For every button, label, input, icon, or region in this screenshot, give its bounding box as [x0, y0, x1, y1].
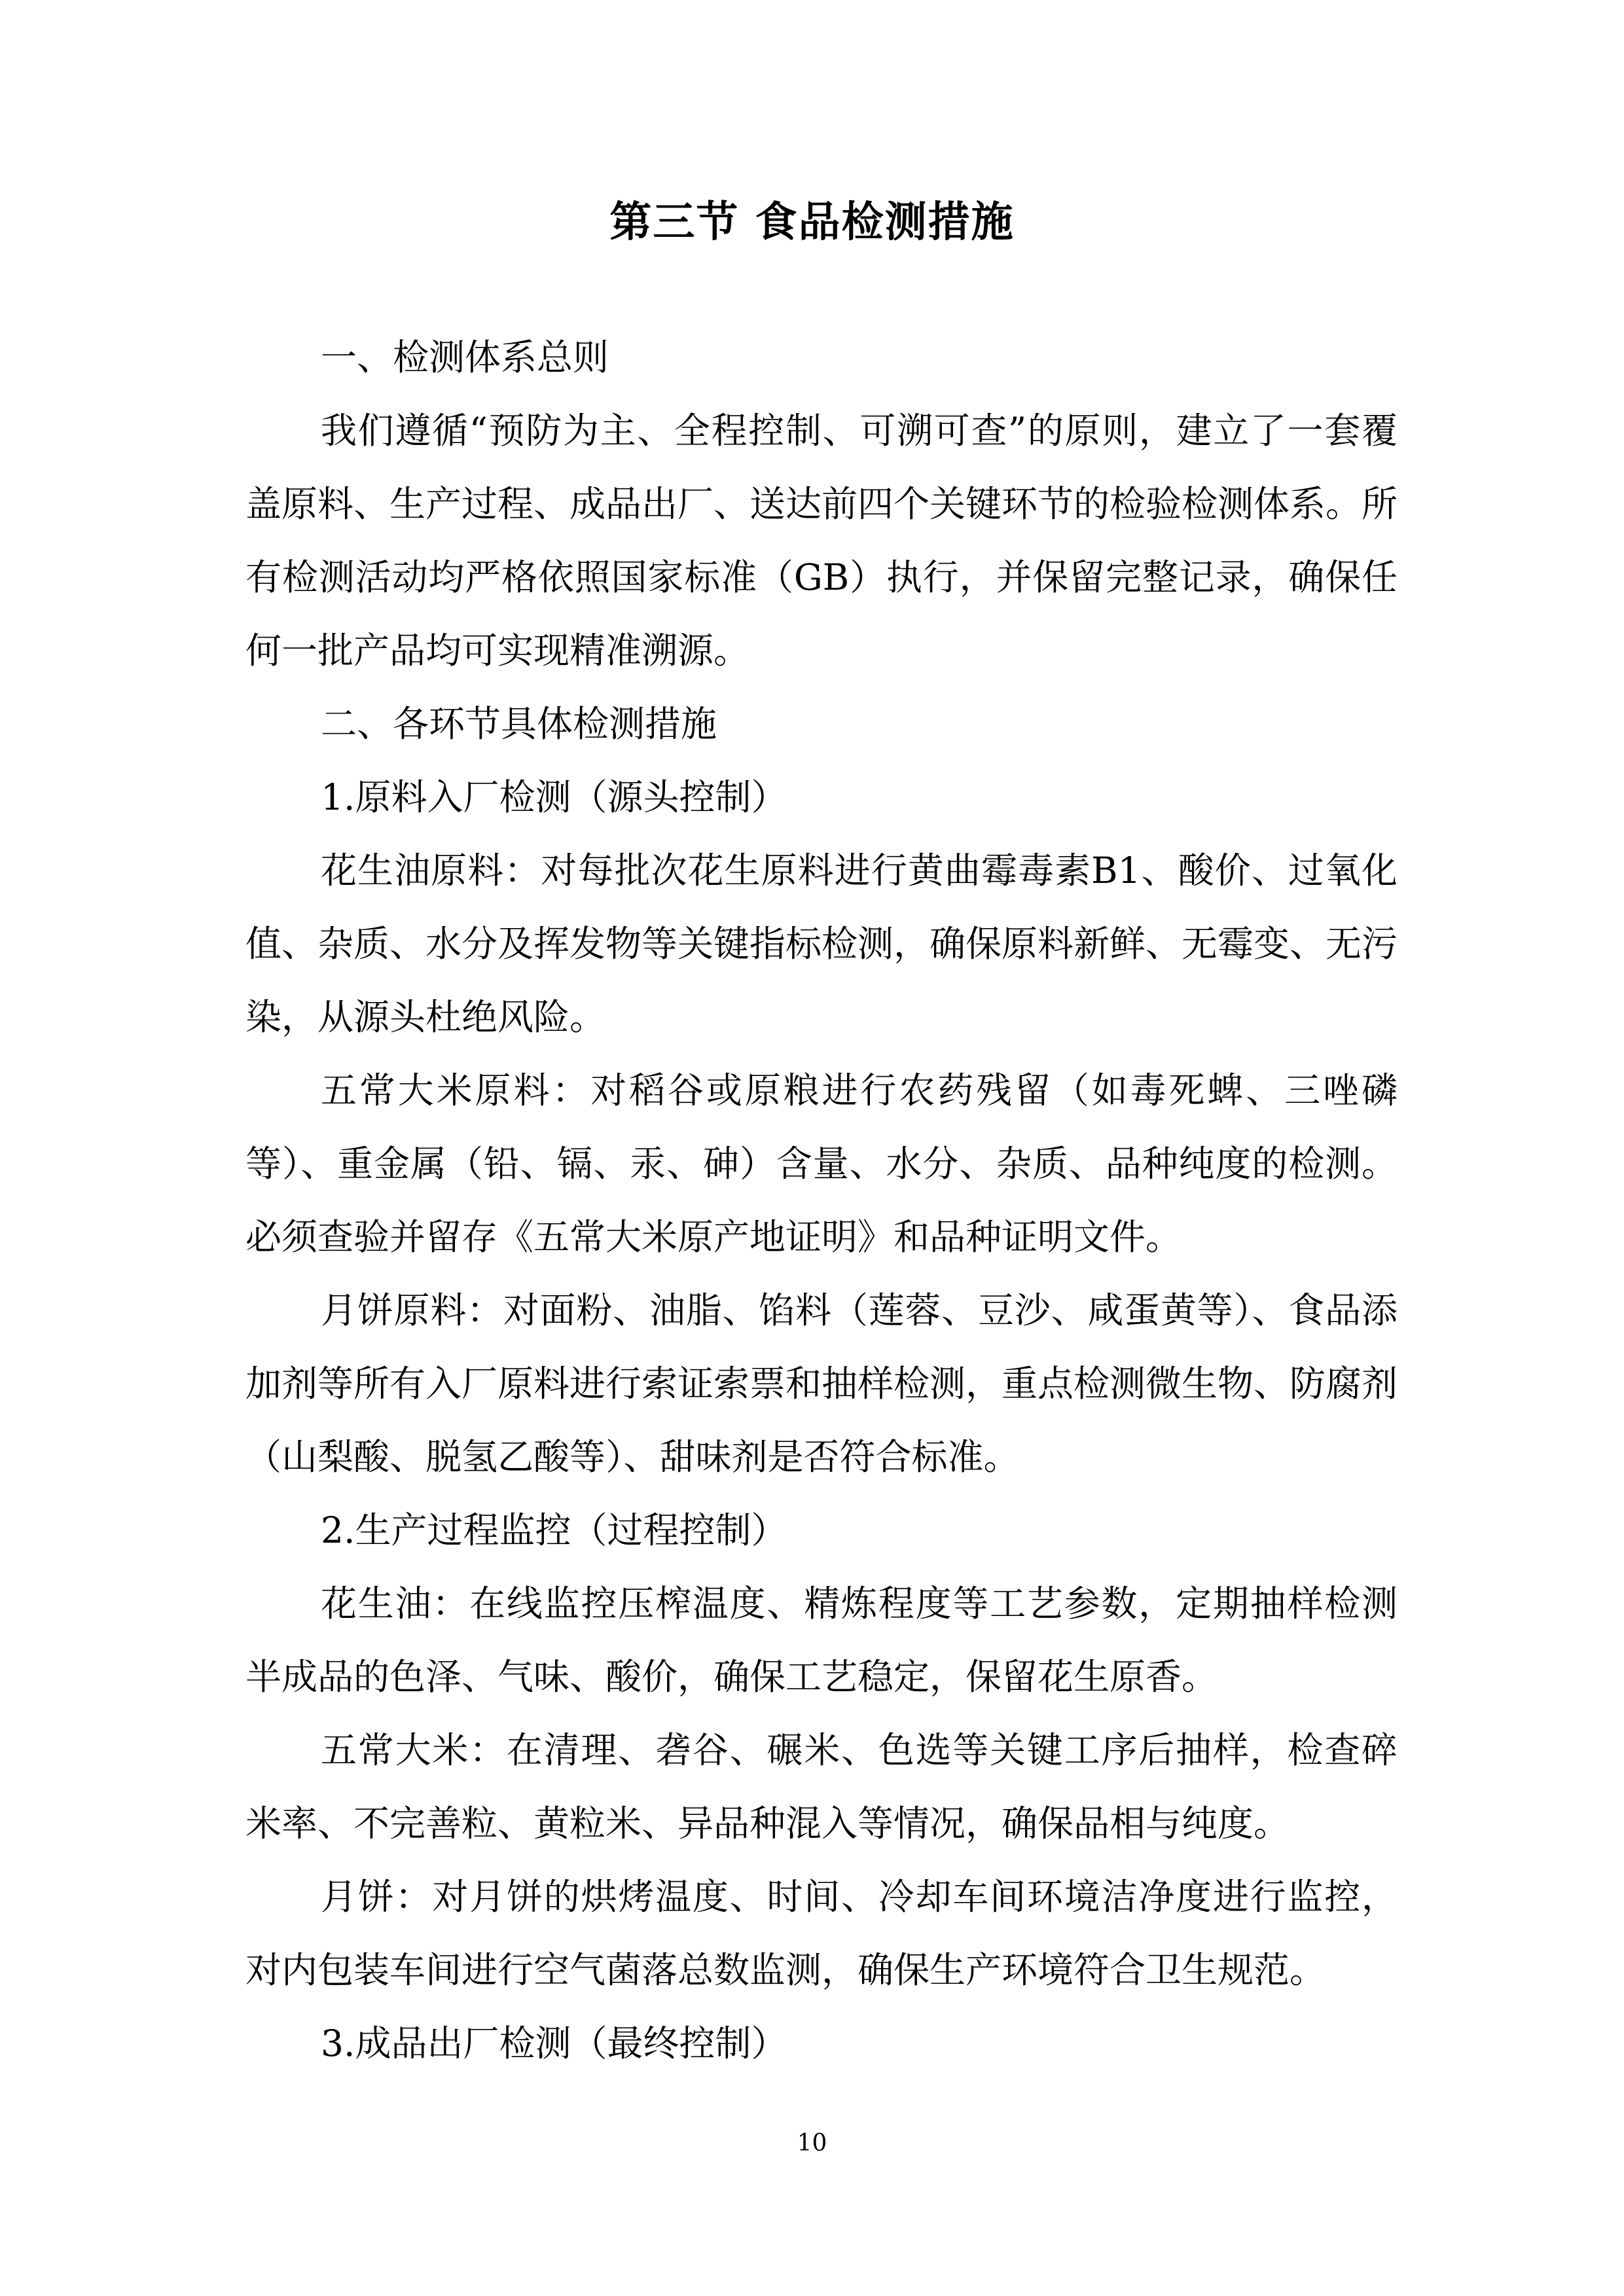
paragraph-mooncake-raw: 月饼原料：对面粉、油脂、馅料（莲蓉、豆沙、咸蛋黄等）、食品添加剂等所有入厂原料进行索证索票和抽样检测，重点检测微生物、防腐剂（山梨酸、脱氢乙酸等）、甜味剂是否符合标准。 [245, 1289, 1398, 1478]
paragraph-wuchang-rice-process: 五常大米：在清理、砻谷、碾米、色选等关键工序后抽样，检查碎米率、不完善粒、黄粒米、异品种混入等情况，确保品相与纯度。 [245, 1729, 1398, 1844]
page-number: 10 [797, 2130, 827, 2157]
section-title: 第三节 食品检测措施 [609, 198, 1015, 247]
heading-specific-measures: 二、各环节具体检测措施 [321, 703, 717, 745]
paragraph-peanut-oil-raw: 花生油原料：对每批次花生原料进行黄曲霉毒素B1、酸价、过氧化值、杂质、水分及挥发物等关键指标检测，确保原料新鲜、无霉变、无污染，从源头杜绝风险。 [245, 850, 1398, 1038]
paragraph-principles: 我们遵循“预防为主、全程控制、可溯可查”的原则，建立了一套覆盖原料、生产过程、成品出厂、送达前四个关键环节的检验检测体系。所有检测活动均严格依照国家标准（GB）执行，并保留完整记录，确保任何一批产品均可实现精准溯源。 [245, 410, 1398, 672]
paragraph-mooncake-process: 月饼：对月饼的烘烤温度、时间、冷却车间环境洁净度进行监控，对内包装车间进行空气菌落总数监测，确保生产环境符合卫生规范。 [245, 1876, 1398, 1991]
document-body [245, 321, 1398, 2080]
subheading-raw-material-inspection: 1.原料入厂检测（源头控制） [321, 776, 787, 818]
paragraph-peanut-oil-process: 花生油：在线监控压榨温度、精炼程度等工艺参数，定期抽样检测半成品的色泽、气味、酸价，确保工艺稳定，保留花生原香。 [245, 1583, 1398, 1698]
paragraph-wuchang-rice-raw: 五常大米原料：对稻谷或原粮进行农药残留（如毒死蜱、三唑磷等）、重金属（铅、镉、汞、砷）含量、水分、杂质、品种纯度的检测。必须查验并留存《五常大米原产地证明》和品种证明文件。 [245, 1069, 1398, 1258]
subheading-final-product-inspection: 3.成品出厂检测（最终控制） [321, 2022, 787, 2064]
subheading-process-monitoring: 2.生产过程监控（过程控制） [321, 1509, 787, 1551]
heading-general-principles: 一、检测体系总则 [321, 336, 609, 378]
